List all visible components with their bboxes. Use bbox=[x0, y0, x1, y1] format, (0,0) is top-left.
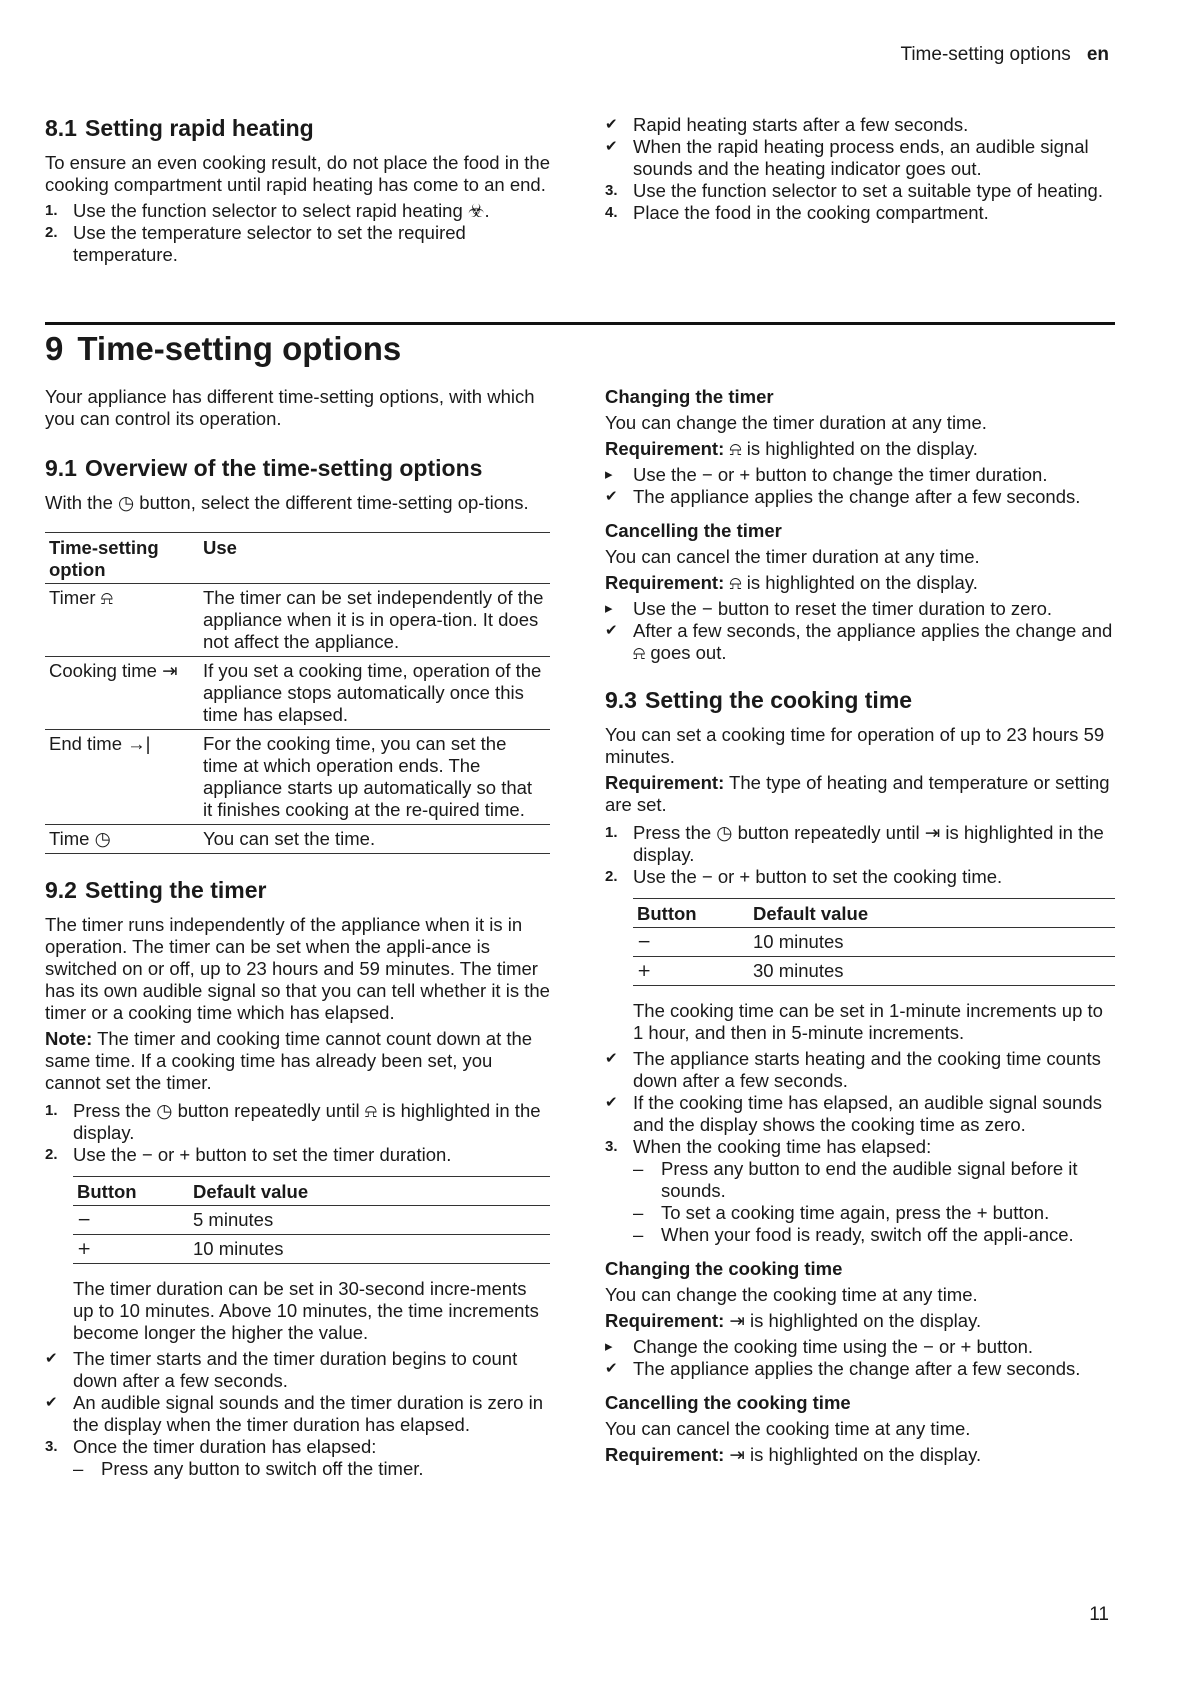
section-9-2-note: Note: The timer and cooking time cannot count down at the same time. If a cooking time has already been set, you cannot set the timer. bbox=[45, 1028, 533, 1093]
plus-icon: + bbox=[73, 1235, 185, 1264]
table-header-row bbox=[73, 1177, 550, 1206]
list-item: 2. Use the temperature selector to set the required temperature. bbox=[45, 222, 466, 265]
section-8-1-steps bbox=[45, 200, 550, 266]
table-header-row bbox=[633, 899, 1115, 928]
table-header-row bbox=[45, 533, 550, 584]
section-8-1-steps-continued bbox=[605, 114, 1115, 224]
table-cell: You can set the time. bbox=[195, 825, 550, 854]
list-item: 2. Use the − or + button to set the timer duration. bbox=[45, 1144, 452, 1165]
changing-timer-heading: Changing the timer bbox=[605, 386, 774, 407]
changing-timer-list bbox=[605, 464, 1115, 508]
list-item: ✔ When the rapid heating process ends, an audible signal sounds and the heating indicator goes out. bbox=[605, 136, 1089, 179]
table-header: Default value bbox=[745, 899, 1115, 928]
section-9-2-p1: The timer runs independently of the appliance when it is in operation. The timer can be set when the appli-ance is switched on or off, up to 23 hours and 59 minutes. The timer has its own audible signal so that you can tell whether it is the timer or a cooking time which has elapsed. bbox=[45, 914, 550, 1023]
table-row bbox=[45, 825, 550, 854]
list-item: ▸ Use the − or + button to change the timer duration. bbox=[605, 464, 1048, 485]
section-9-2-dash-list bbox=[45, 1458, 550, 1480]
table-row bbox=[73, 1235, 550, 1264]
running-header bbox=[900, 44, 1109, 66]
list-item: ✔ The appliance applies the change after a few seconds. bbox=[605, 1358, 1081, 1379]
list-item: – When your food is ready, switch off the appli-ance. bbox=[633, 1224, 1074, 1245]
chapter-9-right bbox=[605, 386, 1115, 1470]
table-cell: If you set a cooking time, operation of the appliance stops automatically once this time has elapsed. bbox=[195, 657, 550, 730]
section-9-3-dash-list bbox=[605, 1158, 1115, 1246]
list-item: ✔ After a few seconds, the appliance applies the change and ⍾ goes out. bbox=[605, 620, 1113, 663]
minus-icon: − bbox=[633, 928, 745, 957]
table-row bbox=[633, 928, 1115, 957]
table-cell: 10 minutes bbox=[185, 1235, 550, 1264]
requirement: Requirement: ⍾ is highlighted on the display. bbox=[605, 438, 978, 459]
paragraph: The cooking time can be set in 1-minute increments up to 1 hour, and then in 5-minute increments. bbox=[633, 1000, 1103, 1043]
minus-icon: − bbox=[73, 1206, 185, 1235]
header-lang: en bbox=[1086, 44, 1109, 65]
table-cell: Time ◷ bbox=[45, 825, 195, 854]
chapter-divider bbox=[45, 322, 1115, 325]
paragraph: You can cancel the timer duration at any time. bbox=[605, 546, 980, 567]
table-header: Use bbox=[195, 533, 550, 584]
list-item: 3. Once the timer duration has elapsed: bbox=[45, 1436, 377, 1457]
time-setting-table bbox=[45, 532, 550, 854]
table-cell: Cooking time ⇥ bbox=[45, 657, 195, 730]
section-9-3-heading: 9.3 Setting the cooking time bbox=[605, 687, 913, 713]
list-item: ✔ The appliance starts heating and the cooking time counts down after a few seconds. bbox=[605, 1048, 1101, 1091]
requirement: Requirement: ⇥ is highlighted on the display. bbox=[605, 1444, 982, 1465]
section-9-2-heading: 9.2 Setting the timer bbox=[45, 877, 267, 903]
list-item: 3. Use the function selector to set a suitable type of heating. bbox=[605, 180, 1103, 201]
list-item: 2. Use the − or + button to set the cooking time. bbox=[605, 866, 1003, 887]
table-cell: End time →| bbox=[45, 730, 195, 825]
list-item: 4. Place the food in the cooking compartment. bbox=[605, 202, 989, 223]
list-item: ✔ The appliance applies the change after a few seconds. bbox=[605, 486, 1081, 507]
cancelling-cooking-time-heading: Cancelling the cooking time bbox=[605, 1392, 851, 1413]
table-cell: 30 minutes bbox=[745, 957, 1115, 986]
chapter-title: 9 Time-setting options bbox=[45, 330, 402, 367]
list-item: 3. When the cooking time has elapsed: bbox=[605, 1136, 932, 1157]
table-header: Time-setting option bbox=[45, 533, 195, 584]
list-item: – To set a cooking time again, press the + button. bbox=[633, 1202, 1050, 1223]
table-cell: 10 minutes bbox=[745, 928, 1115, 957]
cooking-time-default-table bbox=[633, 898, 1115, 986]
header-section: Time-setting options bbox=[900, 44, 1071, 65]
section-9-3-results bbox=[605, 1048, 1115, 1158]
list-item: ✔ The timer starts and the timer duration begins to count down after a few seconds. bbox=[45, 1348, 518, 1391]
list-item: – Press any button to switch off the timer. bbox=[73, 1458, 424, 1479]
section-8-1-heading: 8.1 Setting rapid heating bbox=[45, 115, 314, 141]
timer-default-table bbox=[73, 1176, 550, 1264]
plus-icon: + bbox=[633, 957, 745, 986]
table-cell: For the cooking time, you can set the time at which operation ends. The appliance starts up automatically so that it finishes cooking at the re-quired time. bbox=[195, 730, 550, 825]
section-8-1 bbox=[45, 114, 550, 266]
list-item: 1. Press the ◷ button repeatedly until ⍾ is highlighted in the display. bbox=[45, 1100, 541, 1143]
list-item: ✔ If the cooking time has elapsed, an audible signal sounds and the display shows the cooking time as zero. bbox=[605, 1092, 1102, 1135]
list-item: ✔ An audible signal sounds and the timer duration is zero in the display when the timer duration has elapsed. bbox=[45, 1392, 543, 1435]
table-cell: 5 minutes bbox=[185, 1206, 550, 1235]
chapter-9-intro: Your appliance has different time-setting options, with which you can control its operation. bbox=[45, 386, 535, 429]
list-item: ▸ Change the cooking time using the − or + button. bbox=[605, 1336, 1034, 1357]
paragraph: You can change the cooking time at any time. bbox=[605, 1284, 978, 1305]
section-9-1-heading: 9.1 Overview of the time-setting options bbox=[45, 455, 483, 481]
table-row bbox=[633, 957, 1115, 986]
section-9-1-intro: With the ◷ button, select the different time-setting op-tions. bbox=[45, 492, 529, 513]
table-row bbox=[73, 1206, 550, 1235]
paragraph: You can cancel the cooking time at any time. bbox=[605, 1418, 971, 1439]
paragraph: You can change the timer duration at any time. bbox=[605, 412, 987, 433]
cancelling-timer-list bbox=[605, 598, 1115, 664]
table-header: Button bbox=[633, 899, 745, 928]
section-8-1-intro: To ensure an even cooking result, do not place the food in the cooking compartment until rapid heating has come to an end. bbox=[45, 152, 550, 195]
requirement: Requirement: ⍾ is highlighted on the display. bbox=[605, 572, 978, 593]
requirement: Requirement: The type of heating and temperature or setting are set. bbox=[605, 772, 1110, 815]
changing-cooking-time-heading: Changing the cooking time bbox=[605, 1258, 843, 1279]
section-9-3-steps bbox=[605, 822, 1115, 888]
list-item: ✔ Rapid heating starts after a few seconds. bbox=[605, 114, 969, 135]
section-9-2-steps bbox=[45, 1100, 550, 1166]
list-item: ▸ Use the − button to reset the timer duration to zero. bbox=[605, 598, 1053, 619]
section-9-2-after-table: The timer duration can be set in 30-second incre-ments up to 10 minutes. Above 10 minutes, the time increments become longer the higher the value. bbox=[73, 1278, 539, 1343]
requirement: Requirement: ⇥ is highlighted on the display. bbox=[605, 1310, 982, 1331]
table-row bbox=[45, 657, 550, 730]
page-number: 11 bbox=[1089, 1604, 1109, 1625]
table-row bbox=[45, 730, 550, 825]
changing-cooking-time-list bbox=[605, 1336, 1115, 1380]
list-item: 1. Press the ◷ button repeatedly until ⇥ is highlighted in the display. bbox=[605, 822, 1104, 865]
table-row bbox=[45, 584, 550, 657]
section-8-1-continued bbox=[605, 114, 1115, 224]
paragraph: You can set a cooking time for operation of up to 23 hours 59 minutes. bbox=[605, 724, 1105, 767]
list-item: – Press any button to end the audible signal before it sounds. bbox=[633, 1158, 1078, 1201]
cancelling-timer-heading: Cancelling the timer bbox=[605, 520, 782, 541]
table-header: Button bbox=[73, 1177, 185, 1206]
table-header: Default value bbox=[185, 1177, 550, 1206]
table-cell: The timer can be set independently of the appliance when it is in opera-tion. It does not affect the appliance. bbox=[195, 584, 550, 657]
table-cell: Timer ⍾ bbox=[45, 584, 195, 657]
list-item: 1. Use the function selector to select rapid heating ☣. bbox=[45, 200, 490, 221]
chapter-9-left bbox=[45, 386, 550, 1480]
section-9-2-results bbox=[45, 1348, 550, 1458]
